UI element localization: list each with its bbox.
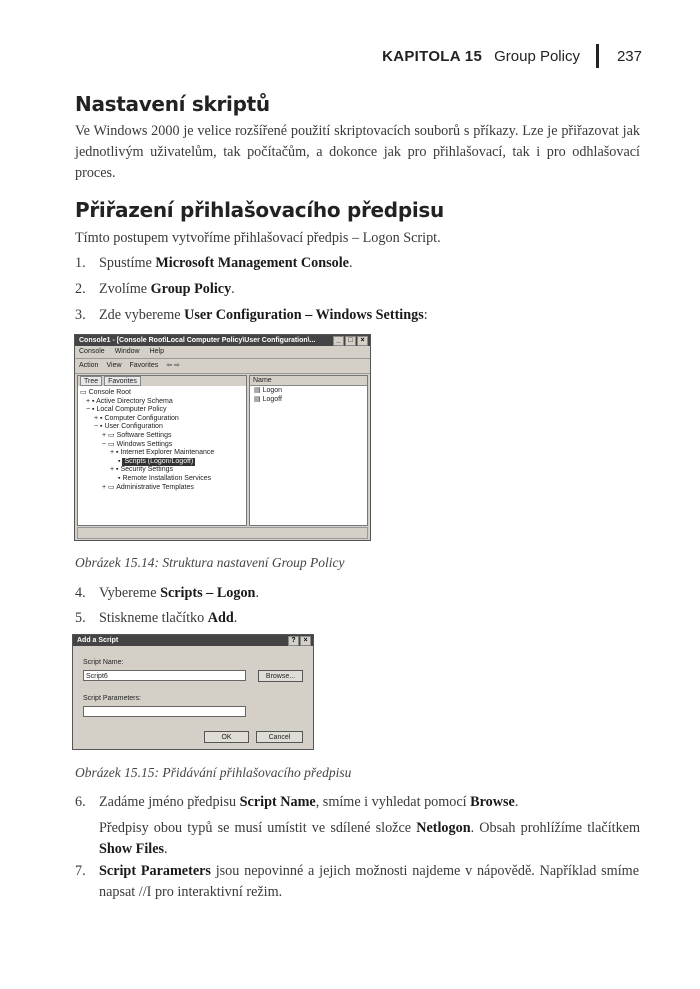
script-parameters-input[interactable] bbox=[83, 706, 246, 717]
back-arrow-icon: ⇦ ⇨ bbox=[166, 362, 180, 369]
tab-favorites: Favorites bbox=[104, 376, 141, 386]
dialog-title-bar: Add a Script ? × bbox=[73, 635, 313, 646]
header-divider bbox=[596, 44, 599, 68]
figure-caption-1: Obrázek 15.14: Struktura nastavení Group Policy bbox=[75, 555, 345, 570]
column-header-name: Name bbox=[250, 376, 367, 386]
list-item-1: 1. Spustíme Microsoft Management Console. bbox=[75, 255, 353, 271]
list-item-logoff: ▤ Logoff bbox=[254, 396, 282, 403]
paragraph-scripts: Ve Windows 2000 je velice rozšířené použití skriptovacích souborů s příkazy. Lze je přiřazovat jak jednotlivým uživatelům, tak počítačům, a dokonce jak pro přihlašovací, tak i pro odhlašovací proces. bbox=[75, 123, 640, 181]
cancel-button[interactable]: Cancel bbox=[256, 731, 303, 743]
list-item-5: 5. Stiskneme tlačítko Add. bbox=[75, 610, 238, 626]
list-item-6: 6. Zadáme jméno předpisu Script Name, smíme i vyhledat pomocí Browse. bbox=[75, 794, 519, 810]
list-item-3: 3. Zde vybereme User Configuration – Windows Settings: bbox=[75, 307, 428, 323]
close-icon: × bbox=[300, 636, 311, 646]
tree-node: + ▭ Software Settings bbox=[102, 431, 172, 439]
script-parameters-label: Script Parameters: bbox=[83, 695, 141, 702]
chapter-label: KAPITOLA 15 bbox=[382, 47, 483, 65]
tree-node: − ▪ Local Computer Policy bbox=[86, 406, 167, 414]
tree-node: ▭ Console Root bbox=[80, 389, 131, 396]
menu-favorites: Favorites bbox=[129, 362, 159, 369]
maximize-icon: □ bbox=[345, 336, 356, 346]
menu-help: Help bbox=[149, 348, 164, 355]
details-pane bbox=[249, 375, 368, 526]
tree-node-selected: ▪ Scripts (Logon/Logoff) bbox=[118, 457, 194, 465]
heading-logon-script: Přiřazení přihlašovacího předpisu bbox=[75, 198, 444, 222]
list-item-logon: ▤ Logon bbox=[254, 387, 283, 394]
tree-node: − ▭ Windows Settings bbox=[102, 440, 173, 448]
menu-view: View bbox=[106, 362, 122, 369]
help-icon: ? bbox=[288, 636, 299, 646]
list-item-4: 4. Vybereme Scripts – Logon. bbox=[75, 585, 259, 601]
menu-console: Console bbox=[79, 348, 105, 355]
tab-tree: Tree bbox=[80, 376, 102, 386]
tree-node: + ▭ Administrative Templates bbox=[102, 483, 194, 491]
menu-window: Window bbox=[114, 348, 140, 355]
mmc-screenshot bbox=[74, 334, 371, 541]
list-item-7: 7. Script Parameters jsou nepovinné a jejich možnosti najdeme v nápovědě. Například smíme napsat //I pro interaktivní režim. bbox=[75, 863, 639, 900]
section-label: Group Policy bbox=[494, 47, 580, 65]
note-netlogon: Předpisy obou typů se musí umístit ve sdílené složce Netlogon. Obsah prohlížíme tlačítkem Show Files. bbox=[99, 820, 641, 857]
figure-caption-2: Obrázek 15.15: Přidávání přihlašovacího předpisu bbox=[75, 765, 352, 780]
tree-node: + ▪ Active Directory Schema bbox=[86, 397, 173, 405]
heading-scripts: Nastavení skriptů bbox=[75, 92, 270, 116]
menu-action: Action bbox=[79, 362, 99, 369]
mmc-menubar bbox=[75, 346, 370, 359]
tree-node: − ▪ User Configuration bbox=[94, 423, 163, 431]
browse-button[interactable]: Browse... bbox=[258, 670, 303, 682]
tree-node: + ▪ Computer Configuration bbox=[94, 414, 179, 422]
minimize-icon: _ bbox=[333, 336, 344, 346]
close-icon: × bbox=[357, 336, 368, 346]
script-name-label: Script Name: bbox=[83, 659, 124, 666]
mmc-title-bar: Console1 - [Console Root\Local Computer Policy\User Configuration\... _ □ × bbox=[75, 335, 370, 346]
page-number: 237 bbox=[616, 47, 642, 65]
mmc-toolbar bbox=[75, 359, 370, 374]
list-item-2: 2. Zvolíme Group Policy. bbox=[75, 281, 235, 297]
paragraph-logon-script: Tímto postupem vytvoříme přihlašovací předpis – Logon Script. bbox=[75, 230, 441, 246]
status-bar bbox=[77, 527, 368, 539]
running-header bbox=[382, 44, 642, 68]
tree-node: + ▪ Security Settings bbox=[110, 466, 173, 474]
ok-button[interactable]: OK bbox=[204, 731, 249, 743]
tree-node: ▪ Remote Installation Services bbox=[118, 474, 212, 482]
script-name-input[interactable]: Script6 bbox=[83, 670, 246, 681]
tree-pane bbox=[77, 375, 247, 526]
tree-node: + ▪ Internet Explorer Maintenance bbox=[110, 449, 215, 457]
add-script-dialog bbox=[72, 634, 314, 750]
